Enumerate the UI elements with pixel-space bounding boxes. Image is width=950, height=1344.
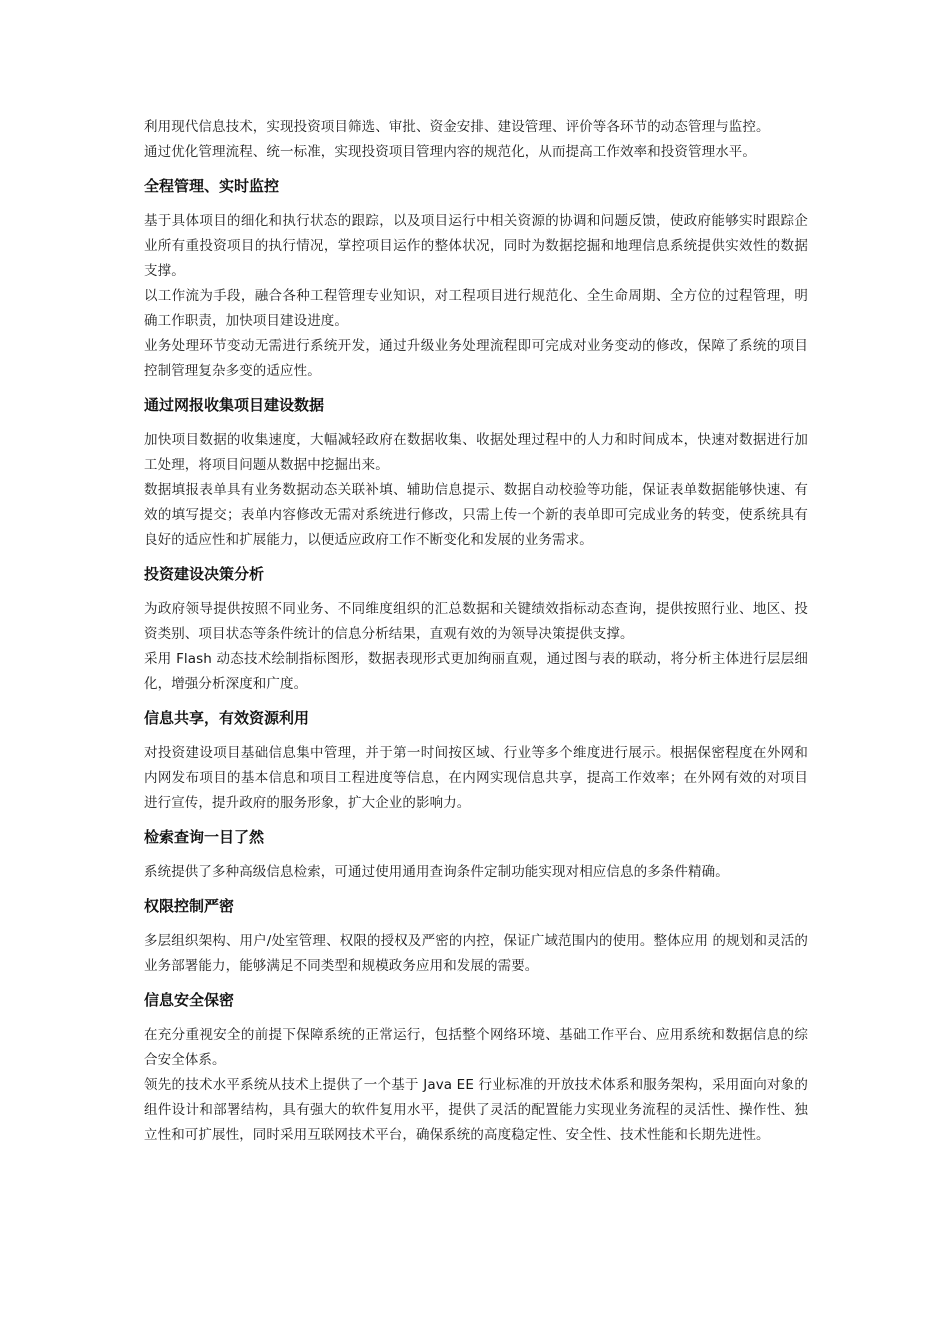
section-paragraph: 加快项目数据的收集速度，大幅减轻政府在数据收集、收据处理过程中的人力和时间成本，快速对数据进行加工处理，将项目问题从数据中挖掘出来。 <box>144 432 808 473</box>
section-heading: 检索查询一目了然 <box>144 828 265 846</box>
section-heading: 投资建设决策分析 <box>144 565 265 583</box>
section-paragraph: 对投资建设项目基础信息集中管理，并于第一时间按区域、行业等多个维度进行展示。根据保密程度在外网和内网发布项目的基本信息和项目工程进度等信息，在内网实现信息共享，提高工作效率；在外网有效的对项目进行宣传，提升政府的服务形象，扩大企业的影响力。 <box>144 745 808 811</box>
section-paragraph: 以工作流为手段，融合各种工程管理专业知识，对工程项目进行规范化、全生命周期、全方位的过程管理，明确工作职责，加快项目建设进度。 <box>144 288 808 329</box>
intro-paragraph: 利用现代信息技术，实现投资项目筛选、审批、资金安排、建设管理、评价等各环节的动态管理与监控。 <box>144 119 770 135</box>
section-paragraph: 数据填报表单具有业务数据动态关联补填、辅助信息提示、数据自动校验等功能，保证表单数据能够快速、有效的填写提交；表单内容修改无需对系统进行修改，只需上传一个新的表单即可完成业务的转变，使系统具有良好的适应性和扩展能力，以便适应政府工作不断变化和发展的业务需求。 <box>144 482 808 548</box>
section-heading: 信息安全保密 <box>144 991 235 1009</box>
section-paragraph: 业务处理环节变动无需进行系统开发，通过升级业务处理流程即可完成对业务变动的修改，保障了系统的项目控制管理复杂多变的适应性。 <box>144 338 808 379</box>
section-paragraph: 系统提供了多种高级信息检索，可通过使用通用查询条件定制功能实现对相应信息的多条件精确。 <box>144 864 729 880</box>
section-heading: 全程管理、实时监控 <box>144 177 280 195</box>
section-paragraph: 多层组织架构、用户/处室管理、权限的授权及严密的内控，保证广域范围内的使用。整体应用 的规划和灵活的业务部署能力，能够满足不同类型和规模政务应用和发展的需要。 <box>144 933 808 974</box>
document-page <box>144 115 808 1148</box>
section-heading: 信息共享，有效资源利用 <box>144 709 310 727</box>
section-paragraph: 在充分重视安全的前提下保障系统的正常运行，包括整个网络环境、基础工作平台、应用系统和数据信息的综合安全体系。 <box>144 1027 808 1068</box>
section-paragraph: 领先的技术水平系统从技术上提供了一个基于 Java EE 行业标准的开放技术体系和服务架构，采用面向对象的组件设计和部署结构，具有强大的软件复用水平，提供了灵活的配置能力实现业务流程的灵活性、操作性、独立性和可扩展性，同时采用互联网技术平台，确保系统的高度稳定性、安全性、技术性能和长期先进性。 <box>144 1077 808 1143</box>
section-heading: 通过网报收集项目建设数据 <box>144 396 325 414</box>
section-heading: 权限控制严密 <box>144 897 235 915</box>
intro-paragraph: 通过优化管理流程、统一标准，实现投资项目管理内容的规范化，从而提高工作效率和投资管理水平。 <box>144 144 756 160</box>
section-paragraph: 采用 Flash 动态技术绘制指标图形，数据表现形式更加绚丽直观，通过图与表的联动，将分析主体进行层层细化，增强分析深度和广度。 <box>144 651 808 692</box>
section-paragraph: 为政府领导提供按照不同业务、不同维度组织的汇总数据和关键绩效指标动态查询，提供按照行业、地区、投资类别、项目状态等条件统计的信息分析结果，直观有效的为领导决策提供支撑。 <box>144 601 808 642</box>
section-paragraph: 基于具体项目的细化和执行状态的跟踪，以及项目运行中相关资源的协调和问题反馈，使政府能够实时跟踪企业所有重投资项目的执行情况，掌控项目运作的整体状况，同时为数据挖掘和地理信息系统提供实效性的数据支撑。 <box>144 213 808 279</box>
